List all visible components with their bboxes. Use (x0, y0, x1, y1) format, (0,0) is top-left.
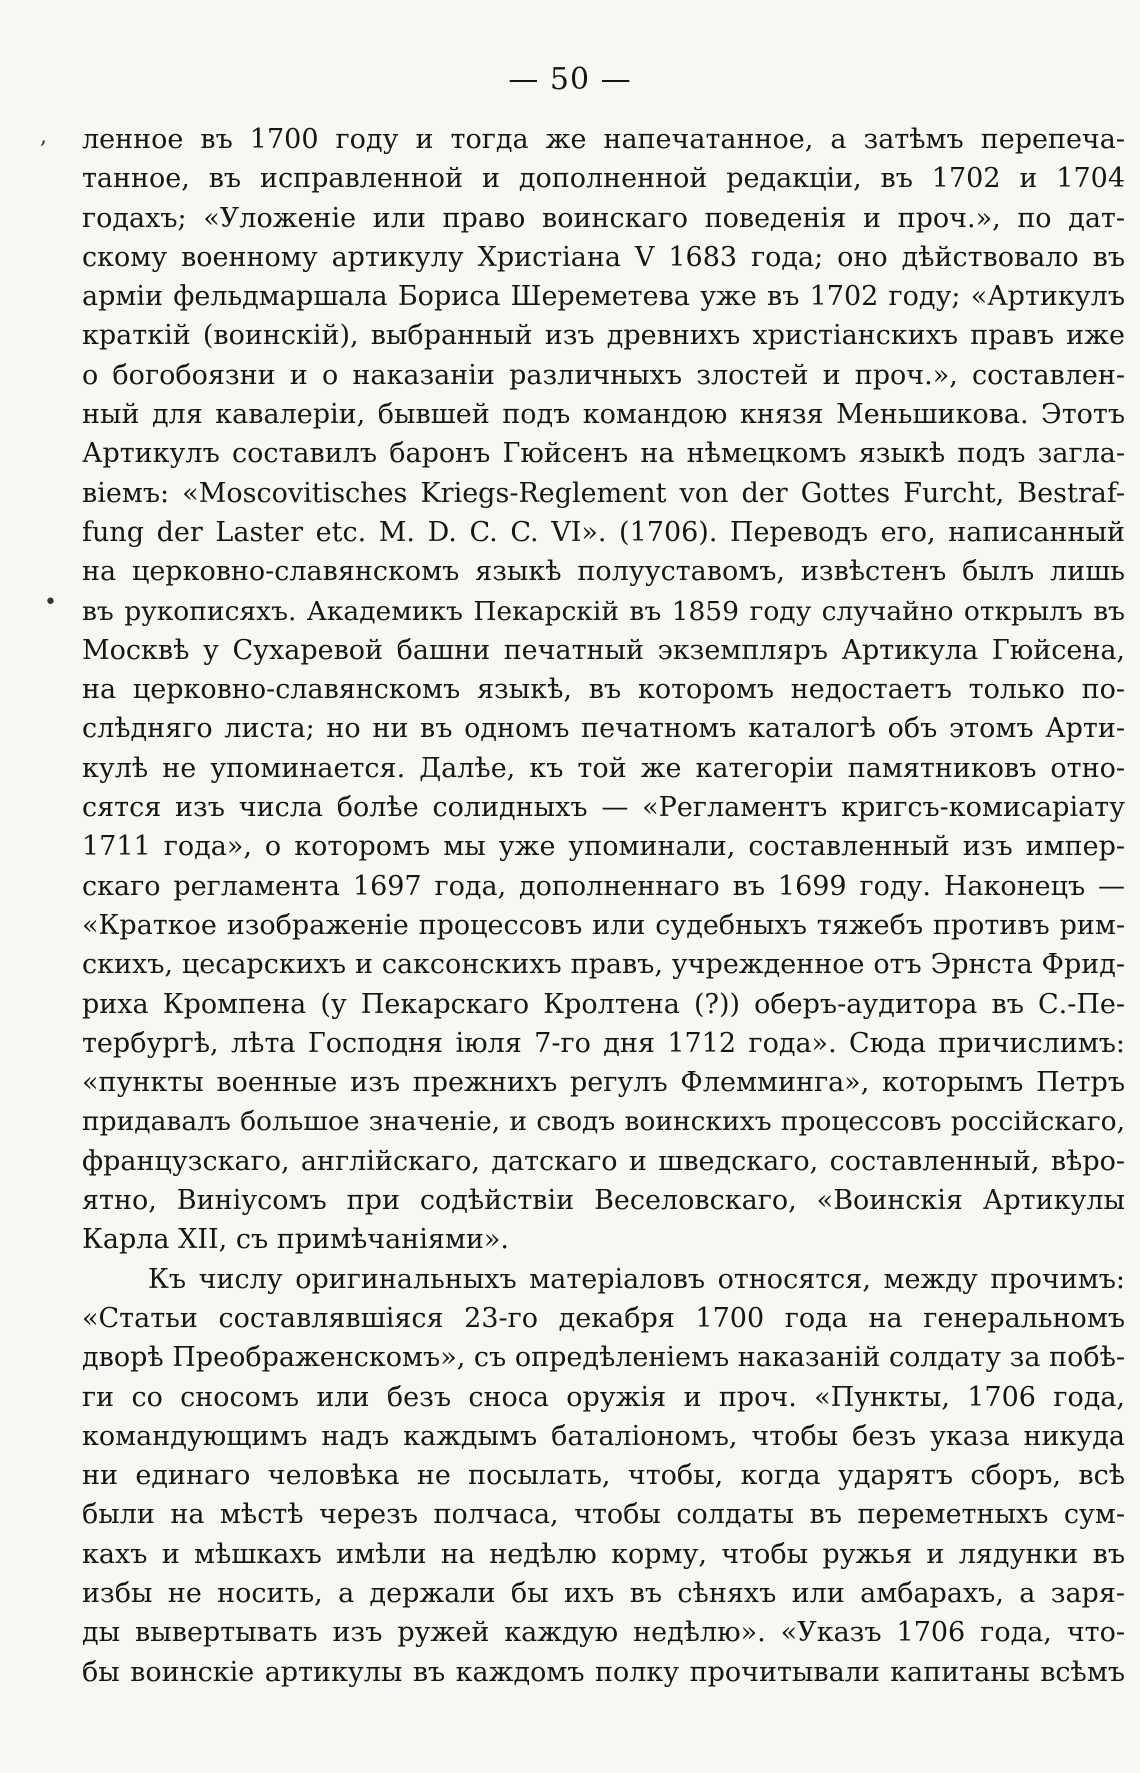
text-line: годахъ; «Уложеніе или право воинскаго поведенія и проч.», по дат- (82, 202, 1125, 234)
text-line: придавалъ большое значеніе, и сводъ воинскихъ процессовъ россійскаго, (82, 1106, 1125, 1138)
margin-mark-1: , (40, 124, 47, 149)
text-line: ленное въ 1700 году и тогда же напечатанное, а затѣмъ перепеча- (82, 124, 1125, 155)
text-line: были на мѣстѣ черезъ полчаса, чтобы солдаты въ переметныхъ сум- (82, 1499, 1125, 1531)
text-line: въ рукописяхъ. Академикъ Пекарскій въ 1859 году случайно открылъ въ (82, 595, 1125, 627)
text-line: сятся изъ числа болѣе солидныхъ — «Регламентъ кригсъ-комисаріату (82, 792, 1125, 824)
paragraph-2 (82, 1260, 1125, 1692)
text-line: «Статьи составлявшіяся 23-го декабря 1700 года на генеральномъ (82, 1302, 1125, 1334)
text-line: ятно, Винiусомъ при содѣйствіи Веселовскаго, «Воинскія Артикулы (82, 1185, 1125, 1217)
margin-mark-2: • (44, 590, 57, 615)
text-line: командующимъ надъ каждымъ баталіономъ, чтобы безъ указа никуда (82, 1420, 1125, 1452)
text-line: на церковно-славянскомъ языкѣ полууставомъ, извѣстенъ былъ лишь (82, 556, 1125, 588)
text-line: о богобоязни и о наказаніи различныхъ злостей и проч.», составлен- (82, 359, 1125, 391)
text-line: 1711 года», о которомъ мы уже упоминали, составленный изъ импер- (82, 831, 1125, 863)
text-line: fung der Laster etc. M. D. C. C. VI». (1706). Переводъ его, написанный (82, 516, 1125, 548)
text-line: Къ числу оригинальныхъ матеріаловъ относятся, между прочимъ: (148, 1263, 1125, 1295)
text-line: танное, въ исправленной и дополненной редакціи, въ 1702 и 1704 (82, 163, 1125, 195)
page-number: — 50 — (508, 62, 632, 97)
text-line: скихъ, цесарскихъ и саксонскихъ правъ, учрежденное отъ Эрнста Фрид- (82, 949, 1125, 981)
text-line: віемъ: «Moscovitisches Kriegs-Reglement von der Gottes Furcht, Bestraf- (82, 477, 1125, 509)
body-text (82, 120, 1125, 1692)
text-line: французскаго, англійскаго, датскаго и шведскаго, составленный, вѣро- (82, 1145, 1125, 1177)
text-line: «Краткое изображеніе процессовъ или судебныхъ тяжебъ противъ рим- (82, 909, 1125, 941)
text-line: избы не носить, а держали бы ихъ въ сѣняхъ или амбарахъ, а заря- (82, 1577, 1125, 1609)
text-line: ды вывертывать изъ ружей каждую недѣлю». «Указъ 1706 года, что- (82, 1617, 1125, 1649)
paragraph-1 (82, 120, 1125, 1260)
text-line: ни единаго человѣка не посылать, чтобы, когда ударятъ сборъ, всѣ (82, 1460, 1125, 1492)
text-line: арміи фельдмаршала Бориса Шереметева уже въ 1702 году; «Артикулъ (82, 281, 1125, 313)
text-line: ги со сносомъ или безъ сноса оружія и проч. «Пункты, 1706 года, (82, 1381, 1125, 1413)
text-line: кахъ и мѣшкахъ имѣли на недѣлю корму, чтобы ружья и лядунки въ (82, 1538, 1125, 1570)
text-line: ный для кавалеріи, бывшей подъ командою князя Меньшикова. Этотъ (82, 399, 1125, 431)
text-line: на церковно-славянскомъ языкѣ, въ которомъ недостаетъ только по- (82, 674, 1125, 706)
text-line: скаго регламента 1697 года, дополненнаго въ 1699 году. Наконецъ — (82, 870, 1125, 902)
text-line: бы воинскіе артикулы въ каждомъ полку прочитывали капитаны всѣмъ (82, 1656, 1125, 1688)
text-line: Артикулъ составилъ баронъ Гюйсенъ на нѣмецкомъ языкѣ подъ загла- (82, 438, 1125, 470)
text-line: скому военному артикулу Христіана V 1683 года; оно дѣйствовало въ (82, 241, 1125, 273)
text-line: слѣдняго листа; но ни въ одномъ печатномъ каталогѣ объ этомъ Арти- (82, 713, 1125, 745)
text-line: «пункты военные изъ прежнихъ регулъ Флемминга», которымъ Петръ (82, 1067, 1125, 1099)
text-line: Карла XII, съ примѣчаніями». (82, 1224, 509, 1256)
text-line: тербургѣ, лѣта Господня іюля 7-го дня 1712 года». Сюда причислимъ: (82, 1027, 1125, 1059)
text-line: кулѣ не упоминается. Далѣе, къ той же категоріи памятниковъ отно- (82, 752, 1125, 784)
text-line: краткій (воинскій), выбранный изъ древнихъ христіанскихъ правъ иже (82, 320, 1125, 352)
text-line: Москвѣ у Сухаревой башни печатный экземпляръ Артикула Гюйсена, (82, 634, 1125, 666)
text-line: дворѣ Преображенскомъ», съ опредѣленіемъ наказаній солдату за побѣ- (82, 1342, 1125, 1374)
text-line: риха Кромпена (у Пекарскаго Кролтена (?)) оберъ-аудитора въ С.-Пе- (82, 988, 1125, 1020)
